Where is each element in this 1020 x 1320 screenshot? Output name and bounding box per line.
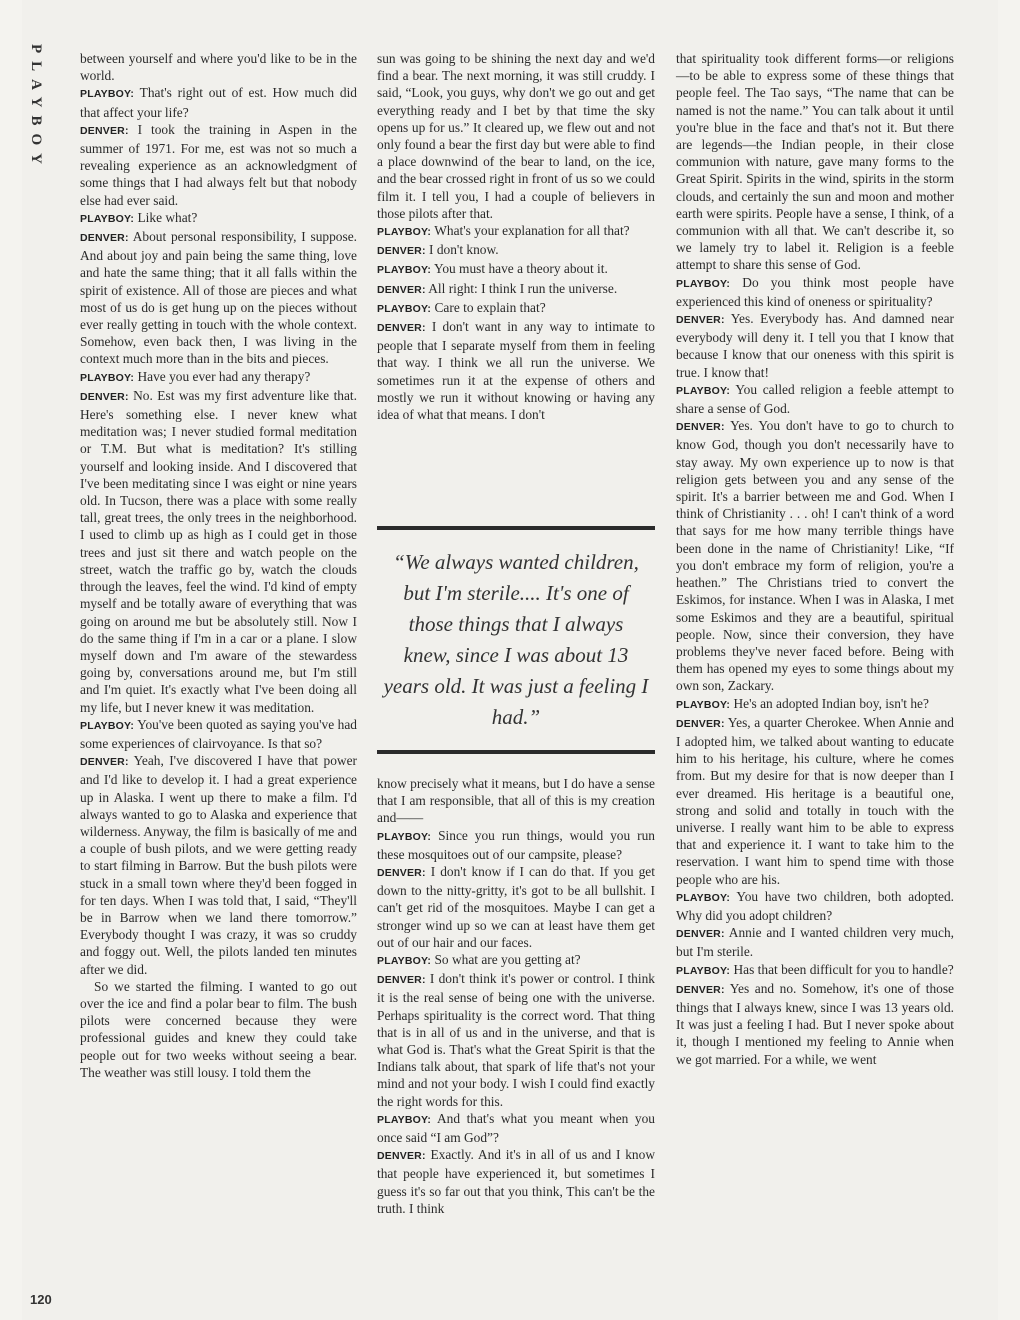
pull-quote	[377, 526, 655, 754]
paragraph-text: You must have a theory about it.	[433, 261, 608, 277]
paragraph	[377, 970, 655, 1110]
paragraph	[80, 121, 357, 209]
paragraph-text: Yeah, I've discovered I have that power and I'd like to develop it. I had a great experience up in Alaska. I went up there to make a film. I'd always wanted to go to Alaska and experience that wilderness. Anyway, the film is basically of me and a couple of bush pilots, and we were getting ready to start filming in Barrow. But the bush pilots were stuck in a small town where they'd been fogged in for ten days. When I was told that, I said, “They'll be in Barrow when we land there tomorrow.” Everybody thought I was crazy, it was so cruddy and foggy out. Well, the pilots landed ten minutes after we did.	[80, 753, 357, 977]
speaker-label: DENVER:	[377, 283, 426, 296]
paragraph-text: I don't know.	[429, 242, 499, 258]
paragraph-text: So we started the filming. I wanted to go out over the ice and find a polar bear to film. The bush pilots were concerned because they were professional guides and knew they could take people out for two weeks without seeing a bear. The weather was still lousy. I told them the	[80, 978, 357, 1080]
paragraph	[377, 318, 655, 423]
paragraph	[377, 299, 655, 318]
text-column-2-top	[377, 50, 655, 423]
speaker-label: DENVER:	[676, 928, 725, 941]
paragraph-text: You called religion a feeble attempt to share a sense of God.	[676, 381, 954, 417]
speaker-label: PLAYBOY:	[377, 226, 432, 239]
paragraph	[377, 222, 655, 241]
paragraph-text: About personal responsibility, I suppose. And about joy and pain being the same thing, love and hate the same thing; that it all falls within the spirit of existence. All of those are pieces and what most of us do is get hung up on the pieces without ever really getting in touch with the whole context. Somehow, even back then, I was living in the context much more than in the bits and pieces.	[80, 229, 357, 367]
speaker-label: DENVER:	[80, 124, 129, 137]
speaker-label: PLAYBOY:	[80, 719, 135, 732]
speaker-label: PLAYBOY:	[676, 277, 731, 290]
speaker-label: PLAYBOY:	[676, 964, 731, 977]
paragraph-text: All right: I think I run the universe.	[428, 280, 618, 296]
paragraph-text: Like what?	[137, 209, 198, 225]
speaker-label: DENVER:	[377, 974, 426, 987]
paragraph-text: Has that been difficult for you to handle?	[733, 961, 954, 977]
paragraph	[80, 84, 357, 120]
paragraph-text: You have two children, both adopted. Why did you adopt children?	[676, 888, 954, 923]
paragraph	[377, 863, 655, 951]
speaker-label: PLAYBOY:	[676, 384, 731, 397]
speaker-label: DENVER:	[676, 717, 725, 730]
paragraph	[80, 978, 357, 1081]
paragraph-text: You've been quoted as saying you've had some experiences of clairvoyance. Is that so?	[80, 716, 357, 751]
paragraph	[676, 310, 954, 381]
speaker-label: PLAYBOY:	[377, 955, 432, 968]
paragraph	[377, 775, 655, 827]
paragraph-text: No. Est was my first adventure like that. Here's something else. I never knew what meditation was; I never studied formal meditation or T.M. But what is meditation? It's stilling yourself and looking inside. And I discovered that I've been meditating since I was eight or nine years old. In Tucson, there was a place with some really tall, great trees, the only trees in the neighborhood. I used to climb up as high as I could get in those trees and just sit there and watch people on the street, watch the traffic go by, watch the clouds through the leaves, feel the wind. I'd kind of empty myself and be totally aware of everything that was going on around me but be absolutely still. Now I do the same thing if I'm in a car or a plane. I slow myself down and I'm aware of the stewardess going by, conversations around me, but I'm still and I'm quiet. It's exactly what I've been doing all my life, but I never knew it was meditation.	[80, 387, 357, 715]
paragraph-text: sun was going to be shining the next day and we'd find a bear. The next morning, it was still cruddy. I said, “Look, you guys, why don't we go out and get everything ready and I bet by that time the sky opens up for us.” It cleared up, we flew out and not only found a bear the first day but were able to find a place downwind of the bear to land, on the ice, and the bear crossed right in front of us so we could film it. I tell you, I had a couple of believers in those pilots after that.	[377, 51, 655, 221]
paragraph	[80, 50, 357, 84]
speaker-label: DENVER:	[377, 867, 426, 880]
paragraph-text: What's your explanation for all that?	[434, 223, 630, 239]
paragraph	[377, 1146, 655, 1217]
paragraph	[676, 980, 954, 1068]
paragraph	[80, 387, 357, 716]
paragraph-text: I took the training in Aspen in the summer of 1971. For me, est was not so much a revealing experience as an acknowledgment of some things that I had always felt but that nobody else had ever said.	[80, 121, 358, 208]
paragraph	[676, 50, 954, 274]
paragraph	[676, 274, 954, 310]
speaker-label: DENVER:	[676, 314, 725, 327]
speaker-label: PLAYBOY:	[377, 1113, 432, 1126]
paragraph-text: And that's what you meant when you once said “I am God”?	[377, 1110, 655, 1146]
paragraph	[676, 924, 954, 960]
paragraph-text: Annie and I wanted children very much, but I'm sterile.	[676, 925, 954, 960]
paragraph-text: know precisely what it means, but I do have a sense that I am responsible, that all of this is my creation and——	[377, 776, 655, 826]
paragraph-text: Since you run things, would you run these mosquitoes out of our campsite, please?	[377, 827, 655, 862]
speaker-label: DENVER:	[377, 1150, 426, 1163]
paragraph-text: Yes. You don't have to go to church to know God, though you don't necessarily have to stay away. My own experience up to now is that religion gets between you and any sense of the spirit. It's a barrier between me and God. When I think of Christianity . . . oh! I can't think of a word that says for me how many terrible things have been done in the name of Christianity! Like, “If you don't embrace my form of religion, you're a heathen.” The Christians tried to convert the Eskimos, for instance. When I was in Alaska, I met some Eskimos and they are a beautiful, spiritual people. Now, since their conversion, they have problems they've never faced before. Being with them has opened my eyes to some things about my own son, Zackary.	[676, 418, 954, 694]
speaker-label: DENVER:	[80, 232, 129, 245]
paragraph	[377, 827, 655, 863]
paragraph	[377, 260, 655, 279]
paragraph-text: Care to explain that?	[434, 299, 546, 315]
speaker-label: PLAYBOY:	[377, 302, 432, 315]
paragraph-text: Have you ever had any therapy?	[137, 368, 311, 384]
paragraph	[377, 241, 655, 260]
paragraph	[676, 417, 954, 694]
paragraph	[676, 695, 954, 714]
speaker-label: DENVER:	[377, 322, 426, 335]
speaker-label: DENVER:	[377, 245, 426, 258]
page-number: 120	[30, 1292, 52, 1307]
paragraph	[377, 280, 655, 299]
speaker-label: DENVER:	[80, 756, 129, 769]
speaker-label: PLAYBOY:	[676, 891, 731, 904]
running-head-text: PLAYBOY	[28, 44, 44, 172]
paragraph	[80, 228, 357, 368]
paragraph-text: He's an adopted Indian boy, isn't he?	[733, 695, 929, 711]
paragraph	[676, 888, 954, 924]
paragraph-text: Exactly. And it's in all of us and I know that people have experienced it, but sometimes I guess it's so far out that you think, This can't be the truth. I think	[377, 1147, 655, 1216]
speaker-label: PLAYBOY:	[377, 830, 432, 843]
text-column-2-bottom	[377, 775, 655, 1217]
paragraph-text: between yourself and where you'd like to be in the world.	[80, 51, 357, 84]
paragraph	[676, 381, 954, 417]
paragraph	[80, 752, 357, 978]
text-column-1	[80, 50, 357, 1081]
pull-quote-text: “We always wanted children, but I'm sterile.... It's one of those things that I always knew, since I was about 13 years old. It was just a feeling I had.”	[383, 550, 649, 729]
paragraph	[80, 716, 357, 752]
speaker-label: PLAYBOY:	[377, 264, 432, 277]
speaker-label: DENVER:	[676, 983, 725, 996]
paragraph-text: I don't know if I can do that. If you get down to the nitty-gritty, it's got to be all bullshit. I can't get rid of the mosquitoes. Maybe I can get a stronger wind up so we can at least have them get out of our hair and our faces.	[377, 864, 655, 950]
speaker-label: PLAYBOY:	[80, 212, 135, 225]
paragraph-text: Yes. Everybody has. And damned near everybody will deny it. I tell you that I know that because I know that our oneness with this spirit is true. I know that!	[676, 311, 954, 380]
paragraph-text: that spirituality took different forms—or religions—to be able to express some of these things that people feel. The Tao says, “The name that can be named is not the name.” You can talk about it until you're blue in the face and that's not it. But there are legends—the Indian people, in their close communion with nature, gave many forms to the Great Spirit. Spirits in the wind, spirits in the storm clouds, and certainly the sun and moon and mother earth were spirits. People have a sense, I think, of a communion with all that. We can't describe it, so we lamely try to label it. Religion is a feeble attempt to share this sense of God.	[676, 51, 954, 273]
paragraph	[676, 961, 954, 980]
paragraph	[377, 50, 655, 222]
paragraph-text: That's right out of est. How much did that affect your life?	[80, 85, 357, 120]
paragraph	[377, 1110, 655, 1146]
speaker-label: PLAYBOY:	[676, 698, 731, 711]
speaker-label: DENVER:	[676, 421, 725, 434]
speaker-label: PLAYBOY:	[80, 88, 135, 101]
speaker-label: PLAYBOY:	[80, 371, 135, 384]
paragraph	[80, 368, 357, 387]
paragraph-text: I don't think it's power or control. I think it is the real sense of being one with the universe. Perhaps spirituality is the correct word. That thing that is in all of us and in the universe, and that is what God is. That's what the Great Spirit is that the Indians talk about, that spark of life that's not your mind and not your body. I wish I could find exactly the right words for this.	[377, 971, 655, 1109]
paragraph-text: I don't want in any way to intimate to people that I separate myself from them in feeling that way. I think we all run the universe. We sometimes run it at the expense of others and mostly we run it without knowing or having any idea of what that means. I don't	[377, 319, 655, 423]
paragraph	[676, 714, 954, 888]
paragraph-text: So what are you getting at?	[434, 952, 581, 968]
paragraph-text: Yes and no. Somehow, it's one of those things that I always knew, since I was 13 years old. It was just a feeling I had. But I never spoke about it, though I mentioned my feeling to Annie when we got married. For a while, we went	[676, 980, 954, 1067]
speaker-label: DENVER:	[80, 390, 129, 403]
paragraph-text: Yes, a quarter Cherokee. When Annie and I adopted him, we talked about wanting to educate him to his heritage, his culture, where he comes from. But my desire for that is now deeper than I ever dreamed. His heritage is a beautiful one, strong and solid and totally in touch with the universe. I really want him to be able to express that and experience it. I want to take him to the reservation. I want him to spend time with those people who are his.	[676, 714, 954, 887]
paragraph-text: Do you think most people have experienced this kind of oneness or spirituality?	[676, 274, 954, 309]
paragraph	[80, 209, 357, 228]
paragraph	[377, 951, 655, 970]
text-column-3	[676, 50, 954, 1068]
